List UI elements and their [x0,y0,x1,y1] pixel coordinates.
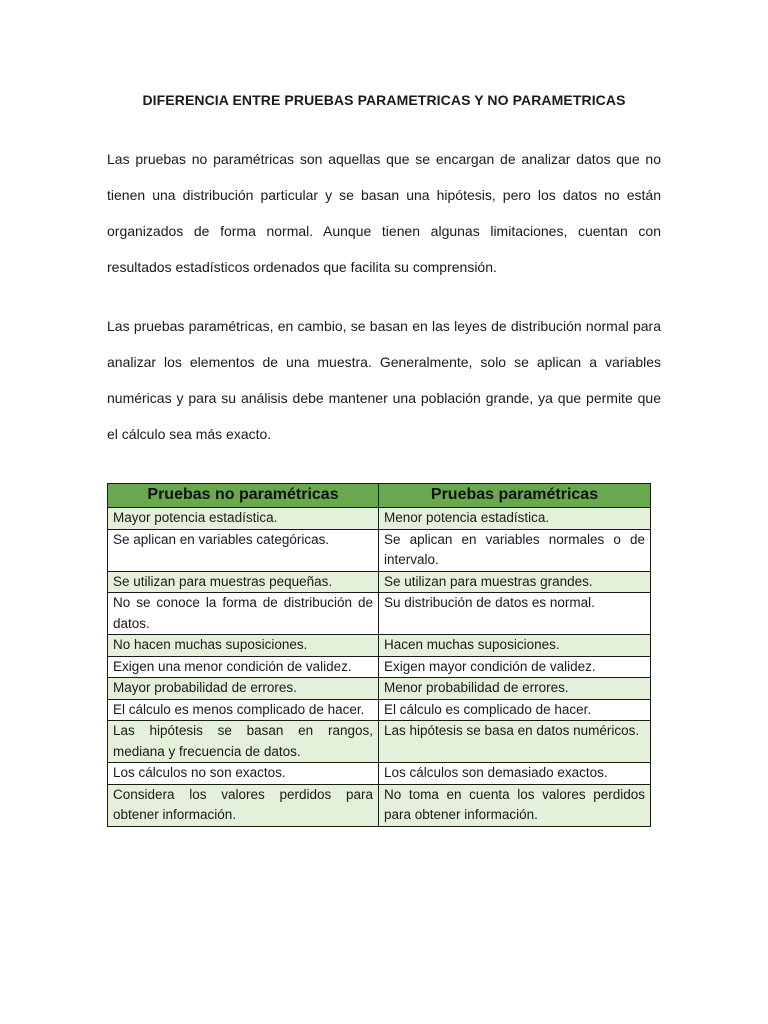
table-cell: Exigen mayor condición de validez. [379,656,651,678]
paragraph-nonparametric: Las pruebas no paramétricas son aquellas que se encargan de analizar datos que no tienen una distribución particular y se basan una hipótesis, pero los datos no están organizados de forma normal. Aunque tienen algunas limitaciones, cuentan con resultados estadísticos ordenados que facilita su comprensión. [107,151,661,275]
table-cell: No toma en cuenta los valores perdidos para obtener información. [379,784,651,826]
table-row [108,721,651,763]
page-title: DIFERENCIA ENTRE PRUEBAS PARAMETRICAS Y NO PARAMETRICAS [142,92,626,108]
table-cell: Considera los valores perdidos para obtener información. [108,784,379,826]
table-cell: Las hipótesis se basan en rangos, mediana y frecuencia de datos. [108,721,379,763]
table-header-row [108,484,651,508]
comparison-table [107,483,650,827]
table-cell: Menor probabilidad de errores. [379,678,651,700]
header-parametric: Pruebas paramétricas [379,484,651,508]
table-cell: Se aplican en variables normales o de intervalo. [379,529,651,571]
table-cell: Las hipótesis se basa en datos numéricos. [379,721,651,763]
table-cell: Los cálculos no son exactos. [108,763,379,785]
table-cell: Mayor potencia estadística. [108,508,379,530]
table-cell: Se aplican en variables categóricas. [108,529,379,571]
table-row [108,571,651,593]
table-row [108,593,651,635]
table-cell: No se conoce la forma de distribución de datos. [108,593,379,635]
table-cell: Su distribución de datos es normal. [379,593,651,635]
table-row [108,699,651,721]
table-row [108,678,651,700]
paragraph-parametric: Las pruebas paramétricas, en cambio, se basan en las leyes de distribución normal para analizar los elementos de una muestra. Generalmente, solo se aplican a variables numéricas y para su análisis debe mantener una población grande, ya que permite que el cálculo sea más exacto. [107,318,661,442]
table-cell: Exigen una menor condición de validez. [108,656,379,678]
table-row [108,635,651,657]
table-cell: El cálculo es complicado de hacer. [379,699,651,721]
table-row [108,529,651,571]
table-cell: Hacen muchas suposiciones. [379,635,651,657]
table-cell: Menor potencia estadística. [379,508,651,530]
table-cell: Mayor probabilidad de errores. [108,678,379,700]
table-row [108,508,651,530]
table-row [108,784,651,826]
table-row [108,656,651,678]
table-cell: Los cálculos son demasiado exactos. [379,763,651,785]
table-cell: Se utilizan para muestras grandes. [379,571,651,593]
header-nonparametric: Pruebas no paramétricas [108,484,379,508]
table-cell: El cálculo es menos complicado de hacer. [108,699,379,721]
table-row [108,763,651,785]
table-cell: Se utilizan para muestras pequeñas. [108,571,379,593]
table-cell: No hacen muchas suposiciones. [108,635,379,657]
